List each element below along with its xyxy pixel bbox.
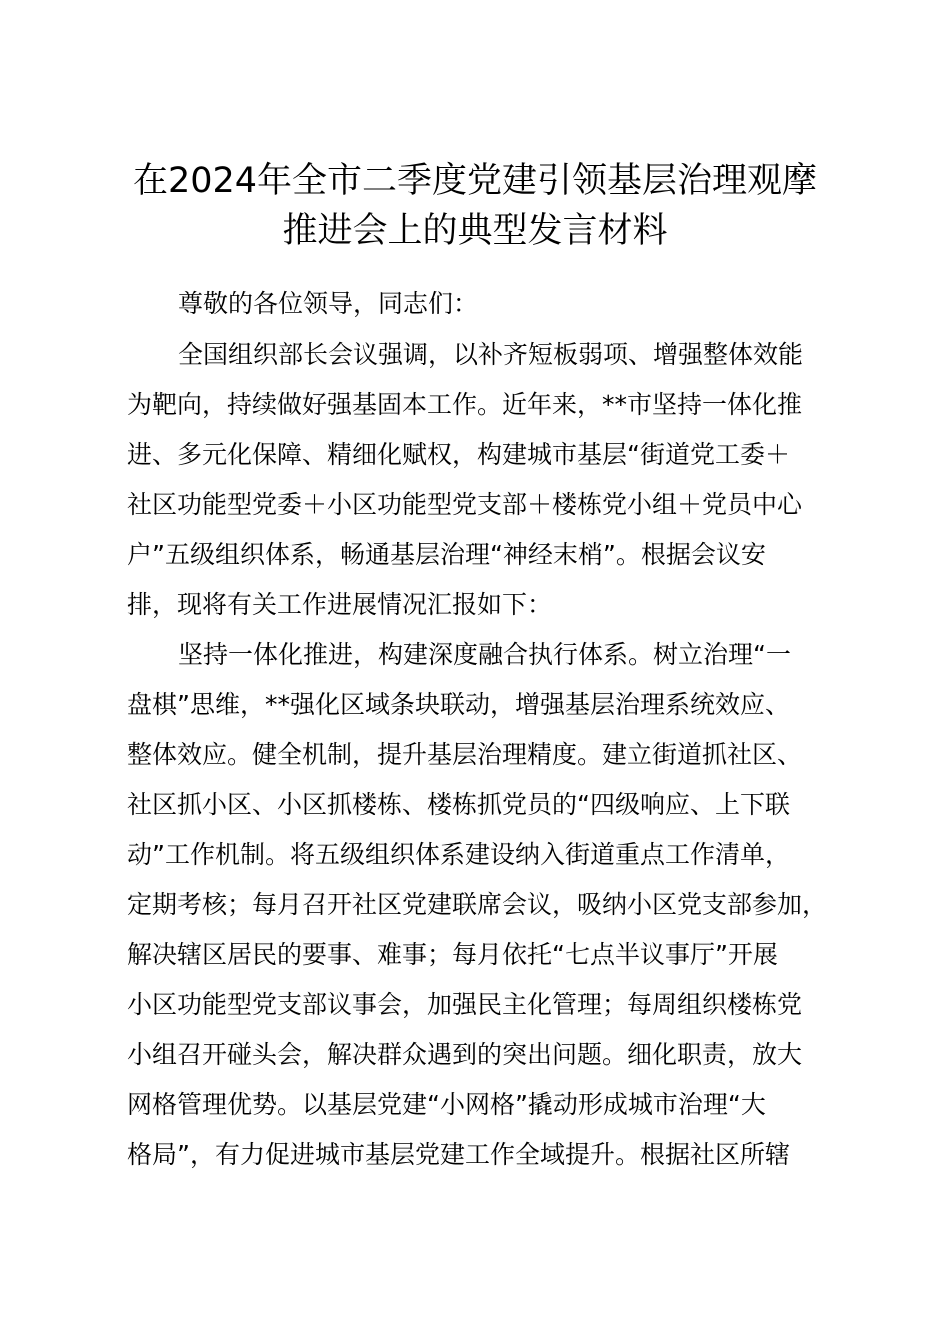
body-line: 全国组织部长会议强调，以补齐短板弱项、增强整体效能 bbox=[178, 340, 804, 369]
body-line: 盘棋”思维，**强化区域条块联动，增强基层治理系统效应、 bbox=[127, 690, 790, 719]
body-line: 小组召开碰头会，解决群众遇到的突出问题。细化职责，放大 bbox=[127, 1040, 803, 1069]
body-line: 整体效应。健全机制，提升基层治理精度。建立街道抓社区、 bbox=[127, 740, 803, 769]
body-line: 户”五级组织体系，畅通基层治理“神经末梢”。根据会议安 bbox=[127, 540, 766, 569]
body-line: 网格管理优势。以基层党建“小网格”撬动形成城市治理“大 bbox=[127, 1090, 766, 1119]
body-line: 社区抓小区、小区抓楼栋、楼栋抓党员的“四级响应、上下联 bbox=[127, 790, 790, 819]
salutation: 尊敬的各位领导，同志们： bbox=[178, 289, 479, 318]
body-line: 排，现将有关工作进展情况汇报如下： bbox=[127, 590, 553, 619]
body-line: 进、多元化保障、精细化赋权，构建城市基层“街道党工委＋ bbox=[127, 440, 790, 469]
body-line: 格局”，有力促进城市基层党建工作全域提升。根据社区所辖 bbox=[127, 1140, 790, 1169]
body-line: 动”工作机制。将五级组织体系建设纳入街道重点工作清单， bbox=[127, 840, 790, 869]
body-line: 解决辖区居民的要事、难事；每月依托“七点半议事厅”开展 bbox=[127, 940, 778, 969]
document-title-line-2: 推进会上的典型发言材料 bbox=[282, 211, 668, 251]
body-line: 为靶向，持续做好强基固本工作。近年来，**市坚持一体化推 bbox=[127, 390, 803, 419]
body-line: 社区功能型党委＋小区功能型党支部＋楼栋党小组＋党员中心 bbox=[127, 490, 803, 519]
document-title-line-1: 在2024年全市二季度党建引领基层治理观摩 bbox=[132, 161, 818, 201]
body-line: 定期考核；每月召开社区党建联席会议，吸纳小区党支部参加， bbox=[127, 890, 828, 919]
body-line: 坚持一体化推进，构建深度融合执行体系。树立治理“一 bbox=[178, 640, 791, 669]
body-line: 小区功能型党支部议事会，加强民主化管理；每周组织楼栋党 bbox=[127, 990, 803, 1019]
